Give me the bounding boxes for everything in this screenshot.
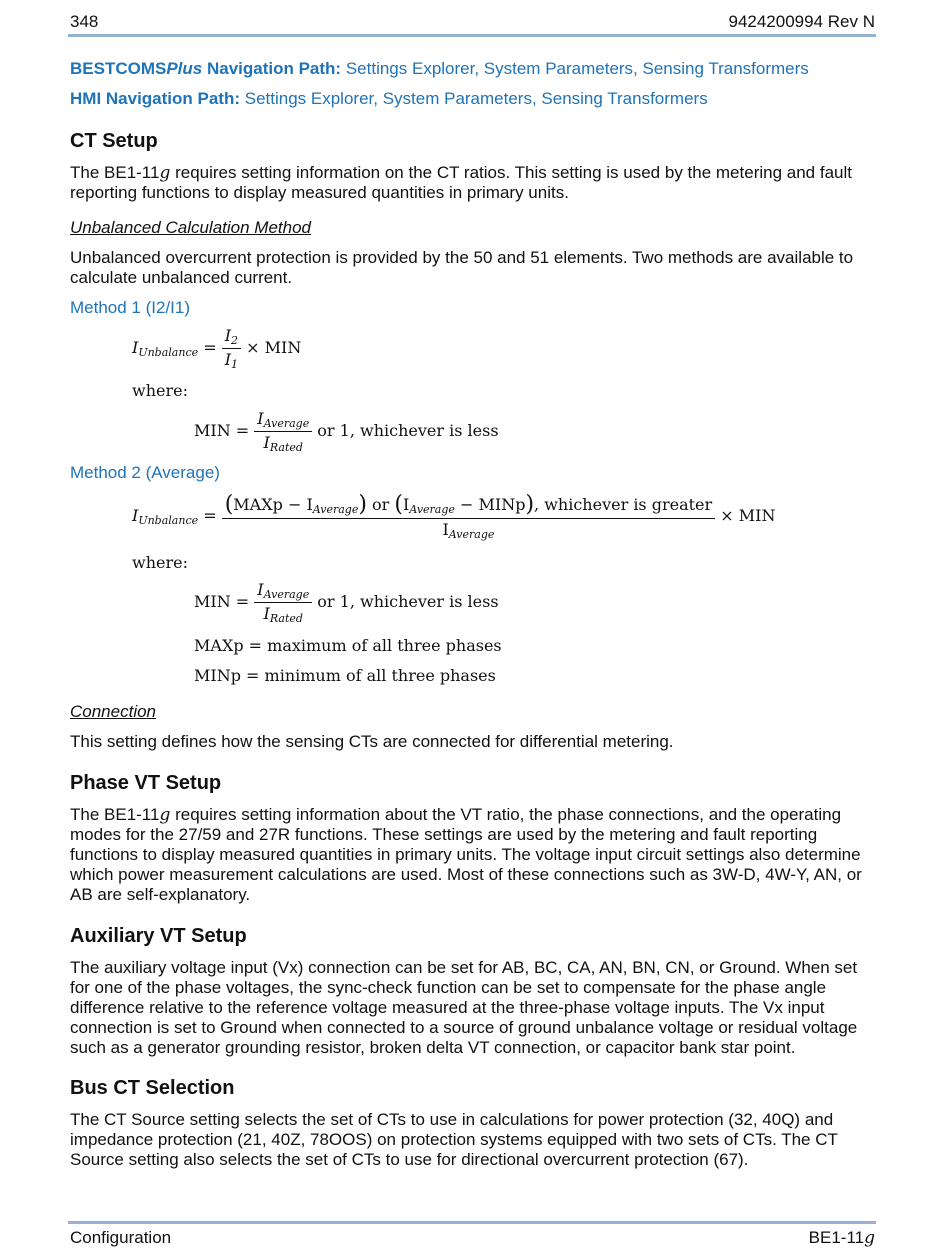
method1-where: where:	[132, 381, 188, 400]
hmi-navigation-path	[70, 89, 708, 109]
aux-vt-text: The auxiliary voltage input (Vx) connection can be set for AB, BC, CA, AN, BN, CN, or Ground. When set for one of the phase voltages, the sync-check function can be set to compensate for the phase angle difference relative to the reference voltage measured at the three-phase voltage inputs. The Vx input connection is set to Ground when connected to a source of ground unbalance voltage or residual voltage such as a generator grounding resistor, broken delta VT connection, or capacitor bank star point.	[70, 958, 858, 1057]
aux-vt-heading: Auxiliary VT Setup	[70, 925, 247, 947]
method2-equation: IUnbalance = $\frac{\text{(MAXp − IAverage) or (IAverage − MINp), whichever is greater}}{\text{IAverage}}$ × MIN	[132, 492, 776, 541]
bestcoms-nav-label: Navigation Path:	[202, 59, 342, 78]
phase-vt-heading: Phase VT Setup	[70, 772, 222, 794]
unbalanced-calc-text: Unbalanced overcurrent protection is provided by the 50 and 51 elements. Two methods are available to calculate unbalanced current.	[70, 248, 854, 287]
ct-setup-intro	[70, 163, 875, 203]
header-rule	[68, 34, 876, 37]
ct-intro-b: requires setting information on the CT ratios. This setting is used by the metering and fault reporting functions to display measured quantities in primary units.	[70, 163, 852, 202]
bus-ct-text: The CT Source setting selects the set of CTs to use in calculations for power protection (32, 40Q) and impedance protection (21, 40Z, 78OOS) on protection systems equipped with two sets of CTs. The CT Source setting also selects the set of CTs to use for directional overcurrent protection (67).	[70, 1110, 838, 1169]
method2-heading: Method 2 (Average)	[70, 463, 220, 482]
method1-heading: Method 1 (I2/I1)	[70, 298, 191, 317]
document-page	[70, 0, 875, 1260]
ct-intro-g: g	[159, 163, 171, 183]
bestcoms-path-text: Settings Explorer, System Parameters, Sensing Transformers	[341, 59, 809, 78]
method1-min-definition: MIN = $\frac{\text{IAverage}}{\text{IRated}}$ or 1, whichever is less	[194, 409, 499, 454]
unbalanced-calc-heading: Unbalanced Calculation Method	[70, 218, 311, 237]
bestcoms-navigation-path	[70, 59, 809, 79]
method2-min-definition: MIN = $\frac{\text{IAverage}}{\text{IRated}}$ or 1, whichever is less	[194, 580, 499, 625]
connection-heading: Connection	[70, 702, 157, 721]
phase-vt-text: The BE1-11g requires setting information about the VT ratio, the phase connections, and the operating modes for the 27/59 and 27R functions. These settings are used by the metering and fault reporting functions to display measured quantities in primary units. The voltage input circuit settings also determine which power measurement calculations are used. Most of these connections such as 3W-D, 4W-Y, AN, or AB are self-explanatory.	[70, 805, 862, 904]
ct-setup-heading: CT Setup	[70, 130, 158, 152]
minp-definition: MINp = minimum of all three phases	[194, 666, 496, 685]
page-number: 348	[70, 12, 99, 31]
footer-rule	[68, 1221, 876, 1224]
bestcoms-label: BESTCOMS	[70, 59, 167, 78]
footer-section: Configuration	[70, 1228, 172, 1247]
maxp-definition: MAXp = maximum of all three phases	[194, 636, 502, 655]
connection-text: This setting defines how the sensing CTs are connected for differential metering.	[70, 732, 674, 751]
method1-equation: IUnbalance = $\frac{I2}{I1}$ × MIN	[132, 326, 302, 371]
bestcoms-plus-label: Plus	[166, 59, 203, 78]
method2-where: where:	[132, 553, 188, 572]
hmi-path-text: Settings Explorer, System Parameters, Sensing Transformers	[240, 89, 708, 108]
ct-intro-a: The BE1-11	[70, 163, 160, 182]
footer-product: BE1-11g	[808, 1228, 875, 1248]
hmi-label: HMI Navigation Path:	[70, 89, 241, 108]
document-id: 9424200994 Rev N	[728, 12, 875, 31]
bus-ct-heading: Bus CT Selection	[70, 1077, 235, 1099]
